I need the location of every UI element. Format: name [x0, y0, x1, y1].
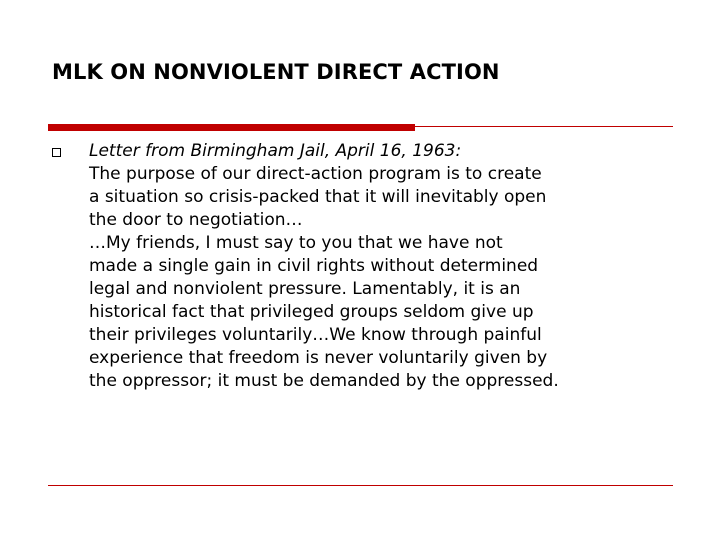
- quote-line: the oppressor; it must be demanded by the oppressed.: [89, 371, 559, 391]
- quote-line: historical fact that privileged groups seldom give up: [89, 302, 534, 322]
- quote-block: [89, 140, 689, 393]
- title-underline-thick: [48, 124, 415, 131]
- square-bullet-icon: [52, 148, 61, 157]
- quote-line: made a single gain in civil rights without determined: [89, 256, 539, 276]
- slide-title: MLK ON NONVIOLENT DIRECT ACTION: [52, 60, 500, 84]
- quote-heading: Letter from Birmingham Jail, April 16, 1963:: [89, 141, 462, 161]
- footer-rule: [48, 485, 673, 486]
- title-underline-thin: [415, 126, 673, 127]
- quote-line: …My friends, I must say to you that we have not: [89, 233, 503, 253]
- quote-line: The purpose of our direct-action program is to create: [89, 164, 542, 184]
- quote-line: their privileges voluntarily…We know through painful: [89, 325, 542, 345]
- quote-line: experience that freedom is never voluntarily given by: [89, 348, 548, 368]
- quote-line: the door to negotiation…: [89, 210, 303, 230]
- quote-line: a situation so crisis-packed that it will inevitably open: [89, 187, 547, 207]
- quote-line: legal and nonviolent pressure. Lamentably, it is an: [89, 279, 521, 299]
